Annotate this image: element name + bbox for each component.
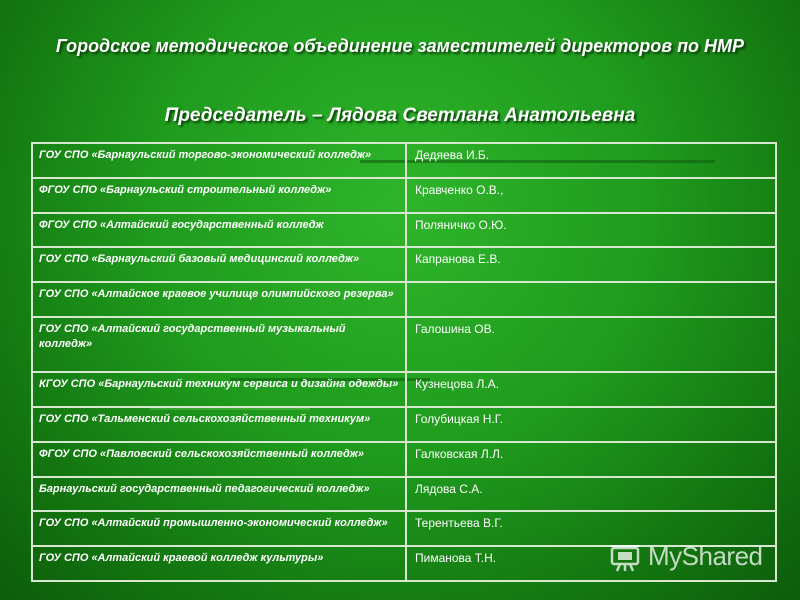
org-cell: КГОУ СПО «Барнаульский техникум сервиса и дизайна одежды» (32, 372, 406, 407)
watermark-text: MyShared (648, 540, 763, 571)
table-row (32, 407, 776, 442)
table-row (32, 317, 776, 373)
org-cell: ГОУ СПО «Барнаульский базовый медицинский колледж» (32, 247, 406, 282)
page-subtitle: Председатель – Лядова Светлана Анатольевна (164, 105, 636, 126)
table-row (32, 213, 776, 248)
myshared-logo-icon (608, 538, 644, 574)
org-cell: ГОУ СПО «Барнаульский торгово-экономический колледж» (32, 143, 406, 178)
head-cell: Дедяева И.Б. (406, 143, 776, 178)
table-row (32, 178, 776, 213)
head-cell: Галковская Л.Л. (406, 442, 776, 477)
head-cell: Капранова Е.В. (406, 247, 776, 282)
members-table (31, 142, 777, 582)
head-cell: Терентьева В.Г. (406, 511, 776, 546)
org-cell: ФГОУ СПО «Барнаульский строительный колледж» (32, 178, 406, 213)
table-row (32, 247, 776, 282)
org-cell: ГОУ СПО «Алтайский государственный музыкальный колледж» (32, 317, 406, 373)
org-cell: ГОУ СПО «Алтайское краевое училище олимпийского резерва» (32, 282, 406, 317)
table-row (32, 442, 776, 477)
head-cell: Галошина ОВ. (406, 317, 776, 373)
org-cell: ГОУ СПО «Алтайский промышленно-экономический колледж» (32, 511, 406, 546)
head-cell: Кравченко О.В., (406, 178, 776, 213)
table-row (32, 372, 776, 407)
head-cell: Голубицкая Н.Г. (406, 407, 776, 442)
org-cell: ГОУ СПО «Алтайский краевой колледж культуры» (32, 546, 406, 581)
head-cell: Лядова С.А. (406, 477, 776, 512)
head-cell (406, 282, 776, 317)
org-cell: Барнаульский государственный педагогический колледж» (32, 477, 406, 512)
head-cell: Пиманова Т.Н. (406, 546, 776, 581)
table-row (32, 282, 776, 317)
page-title: Городское методическое объединение заместителей директоров по НМР (55, 36, 745, 56)
head-cell: Поляничко О.Ю. (406, 213, 776, 248)
org-cell: ФГОУ СПО «Павловский сельскохозяйственный колледж» (32, 442, 406, 477)
myshared-watermark (608, 536, 788, 576)
org-cell: ФГОУ СПО «Алтайский государственный колледж (32, 213, 406, 248)
table-row (32, 477, 776, 512)
org-cell: ГОУ СПО «Тальменский сельскохозяйственный техникум» (32, 407, 406, 442)
head-cell: Кузнецова Л.А. (406, 372, 776, 407)
table-row (32, 143, 776, 178)
